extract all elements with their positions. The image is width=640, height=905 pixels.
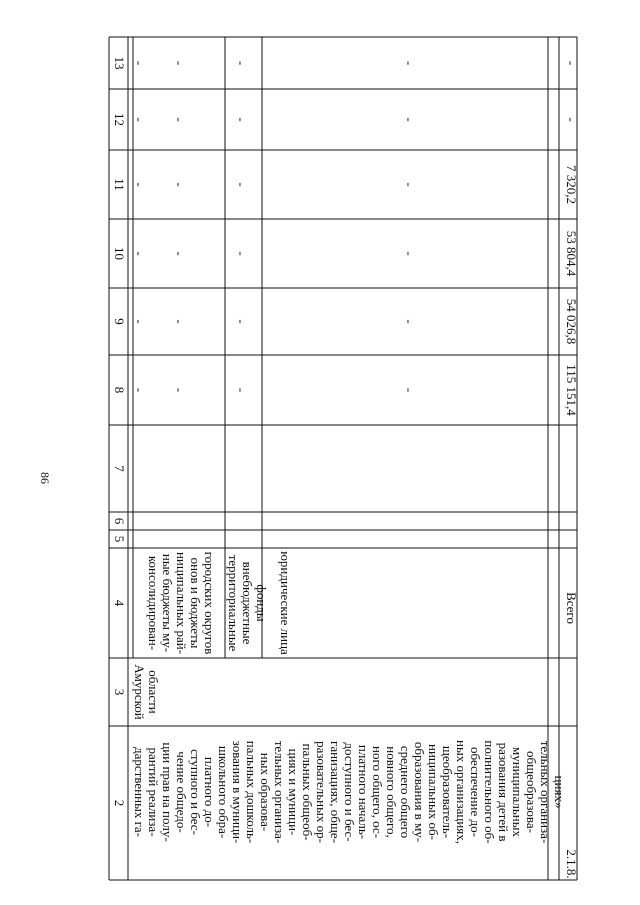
description-line: рантий реализа-: [146, 747, 162, 837]
description-line: пальных дошколь-: [244, 740, 260, 844]
description-line: муниципальных: [510, 746, 526, 838]
source-line: ные бюджеты му-: [160, 553, 176, 653]
source-line: территориальные: [226, 554, 242, 652]
value-cell: -: [234, 319, 250, 324]
header-cell-6: 6: [112, 517, 128, 525]
description-line: среднего общего: [398, 745, 414, 839]
header-cell-7: 7: [112, 465, 128, 472]
value-cell: -: [402, 319, 418, 324]
value-cell: -: [132, 251, 148, 256]
source-line: внебюджетные: [240, 561, 256, 645]
header-cell-3: 3: [112, 688, 128, 696]
value-cell: -: [402, 251, 418, 256]
value-cell: -: [132, 117, 148, 122]
value-cell: -: [172, 60, 188, 66]
total-value: 53 804,4: [564, 230, 580, 277]
value-cell: -: [402, 182, 418, 187]
total-value: -: [564, 117, 580, 122]
description-line: ного общего, ос-: [370, 745, 386, 839]
description-line: зования в муници-: [230, 740, 246, 844]
value-cell: -: [402, 387, 418, 393]
total-value: 115 151,4: [564, 364, 580, 416]
description-line: тельных организа-: [272, 740, 288, 844]
description-line: обеспечение до-: [468, 747, 484, 837]
value-cell: -: [172, 387, 188, 393]
header-cell-8: 8: [112, 386, 128, 394]
total-value: 7 320,2: [564, 165, 580, 204]
value-cell: -: [234, 251, 250, 256]
description-line: разовательных ор-: [314, 741, 330, 843]
value-cell: -: [132, 60, 148, 66]
header-cell-12: 12: [112, 113, 128, 126]
executor-line: Амурской: [132, 664, 148, 720]
description-line: ции прав на полу-: [160, 742, 176, 842]
description-line: ниципальных об-: [426, 744, 442, 840]
value-cell: -: [132, 387, 148, 393]
total-label: Всего: [564, 592, 580, 624]
total-value: 54 026,8: [564, 298, 580, 345]
description-line: ганизациях, обще-: [328, 740, 344, 844]
source-line: онов и бюджеты: [188, 557, 204, 649]
page-number: 86: [38, 472, 52, 484]
description-line: полнительного об-: [482, 740, 498, 844]
description-line: щеобразователь-: [440, 745, 456, 839]
description-line: доступного и бес-: [342, 742, 358, 842]
description-line: платного началь-: [356, 744, 372, 840]
description-line: образования в му-: [412, 741, 428, 843]
description-line: циях и муници-: [286, 748, 302, 836]
table-text: [112, 57, 579, 879]
description-line: дарственных га-: [132, 747, 148, 837]
header-cell-9: 9: [112, 318, 128, 325]
value-cell: -: [172, 319, 188, 324]
description-line: ступного и бес-: [188, 749, 204, 835]
description-line: школьного обра-: [216, 745, 232, 839]
executor-line: области: [146, 670, 162, 714]
value-cell: -: [172, 251, 188, 256]
description-line: новного общего,: [384, 746, 400, 838]
header-cell-4: 4: [112, 599, 128, 607]
description-line: общеобразова-: [524, 751, 540, 833]
value-cell: -: [234, 60, 250, 66]
description-line: чение общедо-: [174, 751, 190, 833]
source-line: консолидирован-: [146, 555, 162, 651]
header-cell-13: 13: [112, 56, 128, 70]
value-cell: -: [132, 182, 148, 187]
value-cell: -: [234, 387, 250, 393]
header-cell-10: 10: [112, 247, 128, 260]
source-line: юридические лица: [278, 551, 294, 655]
row-number-2-1-8: 2.1.8.: [564, 849, 580, 879]
description-line: ных организациях,: [454, 739, 470, 845]
source-line: ниципальных рай-: [174, 551, 190, 655]
description-line: пальных общеоб-: [300, 743, 316, 841]
header-cell-2: 2: [112, 799, 128, 807]
description-line: циях»: [552, 775, 568, 809]
value-cell: -: [234, 182, 250, 187]
value-cell: -: [402, 60, 418, 66]
total-value: -: [564, 60, 580, 66]
header-cell-11: 11: [112, 178, 128, 191]
value-cell: -: [234, 117, 250, 122]
description-line: платного до-: [202, 756, 218, 828]
description-line: разования детей в: [496, 742, 512, 842]
value-cell: -: [132, 319, 148, 324]
value-cell: -: [172, 117, 188, 122]
source-line: городских округов: [202, 551, 218, 655]
description-line: тельных организа-: [538, 740, 554, 844]
source-line: фонды: [254, 584, 270, 622]
value-cell: -: [172, 182, 188, 187]
value-cell: -: [402, 117, 418, 122]
header-cell-5: 5: [112, 535, 128, 543]
description-line: ных образова-: [258, 752, 274, 832]
